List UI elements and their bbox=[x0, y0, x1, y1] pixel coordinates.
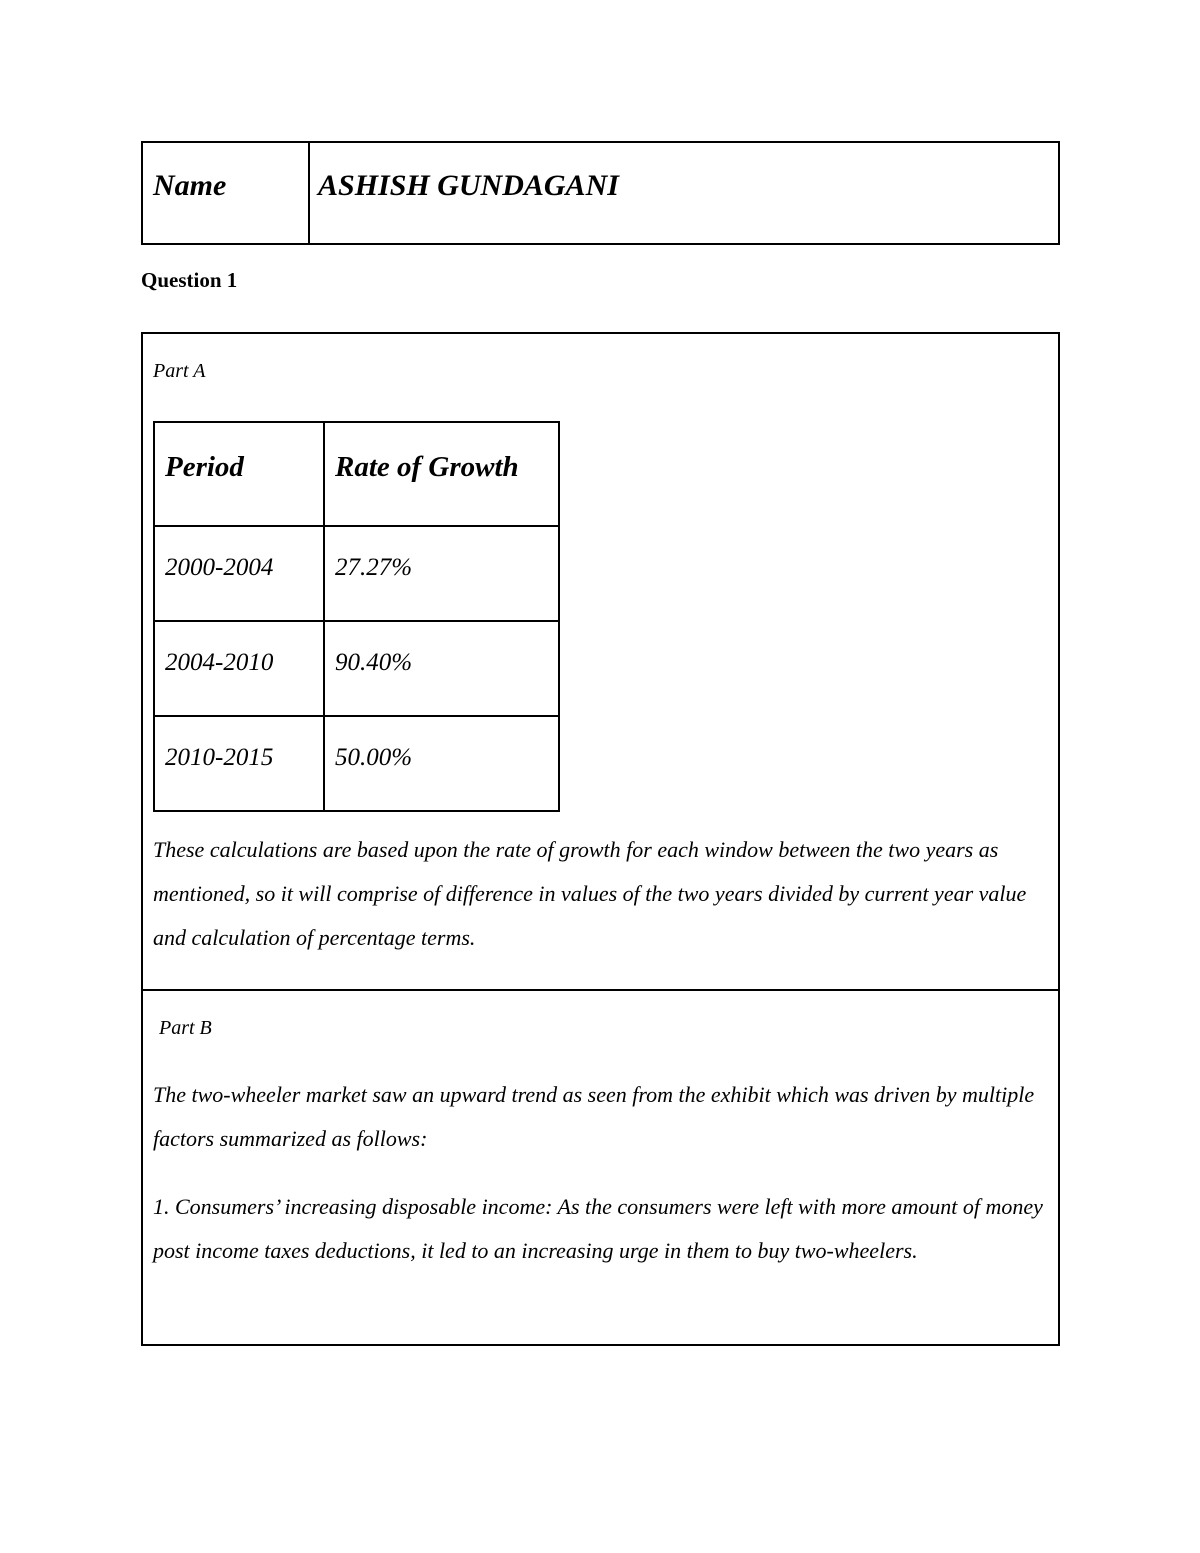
part-b-intro: The two-wheeler market saw an upward trend as seen from the exhibit which was driven by multiple factors summarized as follows: bbox=[153, 1082, 1035, 1151]
name-label-cell bbox=[143, 143, 310, 243]
name-value: ASHISH GUNDAGANI bbox=[318, 168, 619, 202]
table-row bbox=[154, 621, 559, 716]
period-cell: 2010-2015 bbox=[154, 716, 324, 811]
name-value-cell bbox=[310, 143, 1058, 243]
growth-rate-cell: 90.40% bbox=[324, 621, 559, 716]
column-header-rate-of-growth: Rate of Growth bbox=[324, 422, 559, 526]
part-b-point-1: 1. Consumers’ increasing disposable income: As the consumers were left with more amount of money post income taxes deductions, it led to an increasing urge in them to buy two-wheelers. bbox=[153, 1194, 1043, 1263]
name-box bbox=[141, 141, 1060, 245]
growth-rate-cell: 27.27% bbox=[324, 526, 559, 621]
part-a-explanation: These calculations are based upon the rate of growth for each window between the two years as mentioned, so it will comprise of difference in values of the two years divided by current year value and calculation of percentage terms. bbox=[153, 837, 1027, 950]
part-b-section bbox=[143, 991, 1058, 1346]
growth-rate-cell: 50.00% bbox=[324, 716, 559, 811]
growth-rate-table bbox=[153, 421, 560, 812]
column-header-period: Period bbox=[154, 422, 324, 526]
table-row bbox=[154, 526, 559, 621]
part-a-title: Part A bbox=[153, 360, 206, 382]
name-label: Name bbox=[153, 168, 227, 202]
table-header-row bbox=[154, 422, 559, 526]
period-cell: 2000-2004 bbox=[154, 526, 324, 621]
answer-box bbox=[141, 332, 1060, 1346]
table-row bbox=[154, 716, 559, 811]
period-cell: 2004-2010 bbox=[154, 621, 324, 716]
part-b-title: Part B bbox=[159, 1017, 212, 1039]
question-heading: Question 1 bbox=[141, 268, 238, 292]
part-a-section bbox=[143, 334, 1058, 991]
